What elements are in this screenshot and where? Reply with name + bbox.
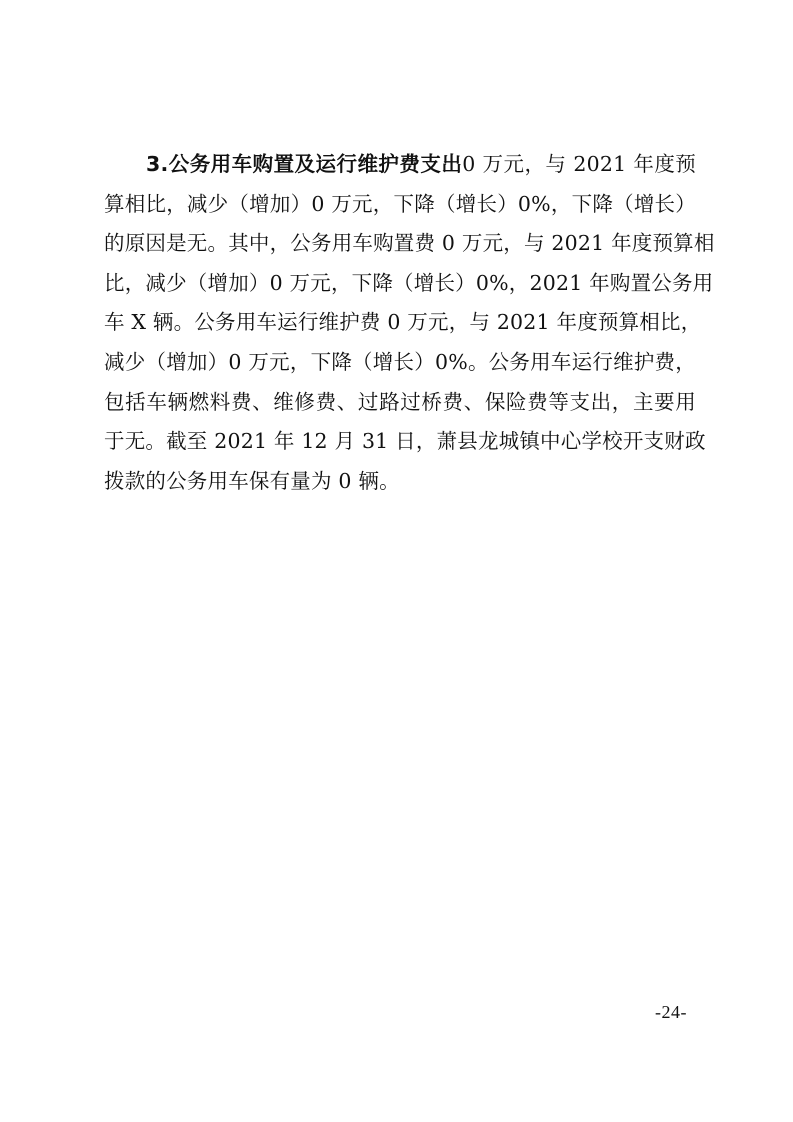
paragraph-line-7: 包括车辆燃料费、维修费、过路过桥费、保险费等支出，主要用 — [104, 389, 696, 414]
paragraph-line-5: 车 X 辆。公务用车运行维护费 0 万元，与 2021 年度预算相比， — [104, 310, 702, 335]
section-heading: 3.公务用车购置及运行维护费支出 — [146, 152, 463, 176]
body-paragraph — [104, 145, 715, 501]
paragraph-line-1-text: 0 万元，与 2021 年度预 — [462, 152, 696, 176]
paragraph-line-3: 的原因是无。其中，公务用车购置费 0 万元，与 2021 年度预算相 — [104, 231, 715, 256]
paragraph-line-9: 拨款的公务用车保有量为 0 辆。 — [104, 468, 400, 493]
paragraph-line-6: 减少（增加）0 万元，下降（增长）0%。公务用车运行维护费， — [104, 349, 696, 374]
paragraph-line-4: 比，减少（增加）0 万元，下降（增长）0%，2021 年购置公务用 — [104, 270, 714, 295]
page-number: -24- — [655, 1002, 687, 1022]
paragraph-line-2: 算相比，减少（增加）0 万元，下降（增长）0%，下降（增长） — [104, 191, 696, 216]
paragraph-line-1 — [104, 145, 696, 185]
paragraph-line-8: 于无。截至 2021 年 12 月 31 日，萧县龙城镇中心学校开支财政 — [104, 429, 706, 454]
